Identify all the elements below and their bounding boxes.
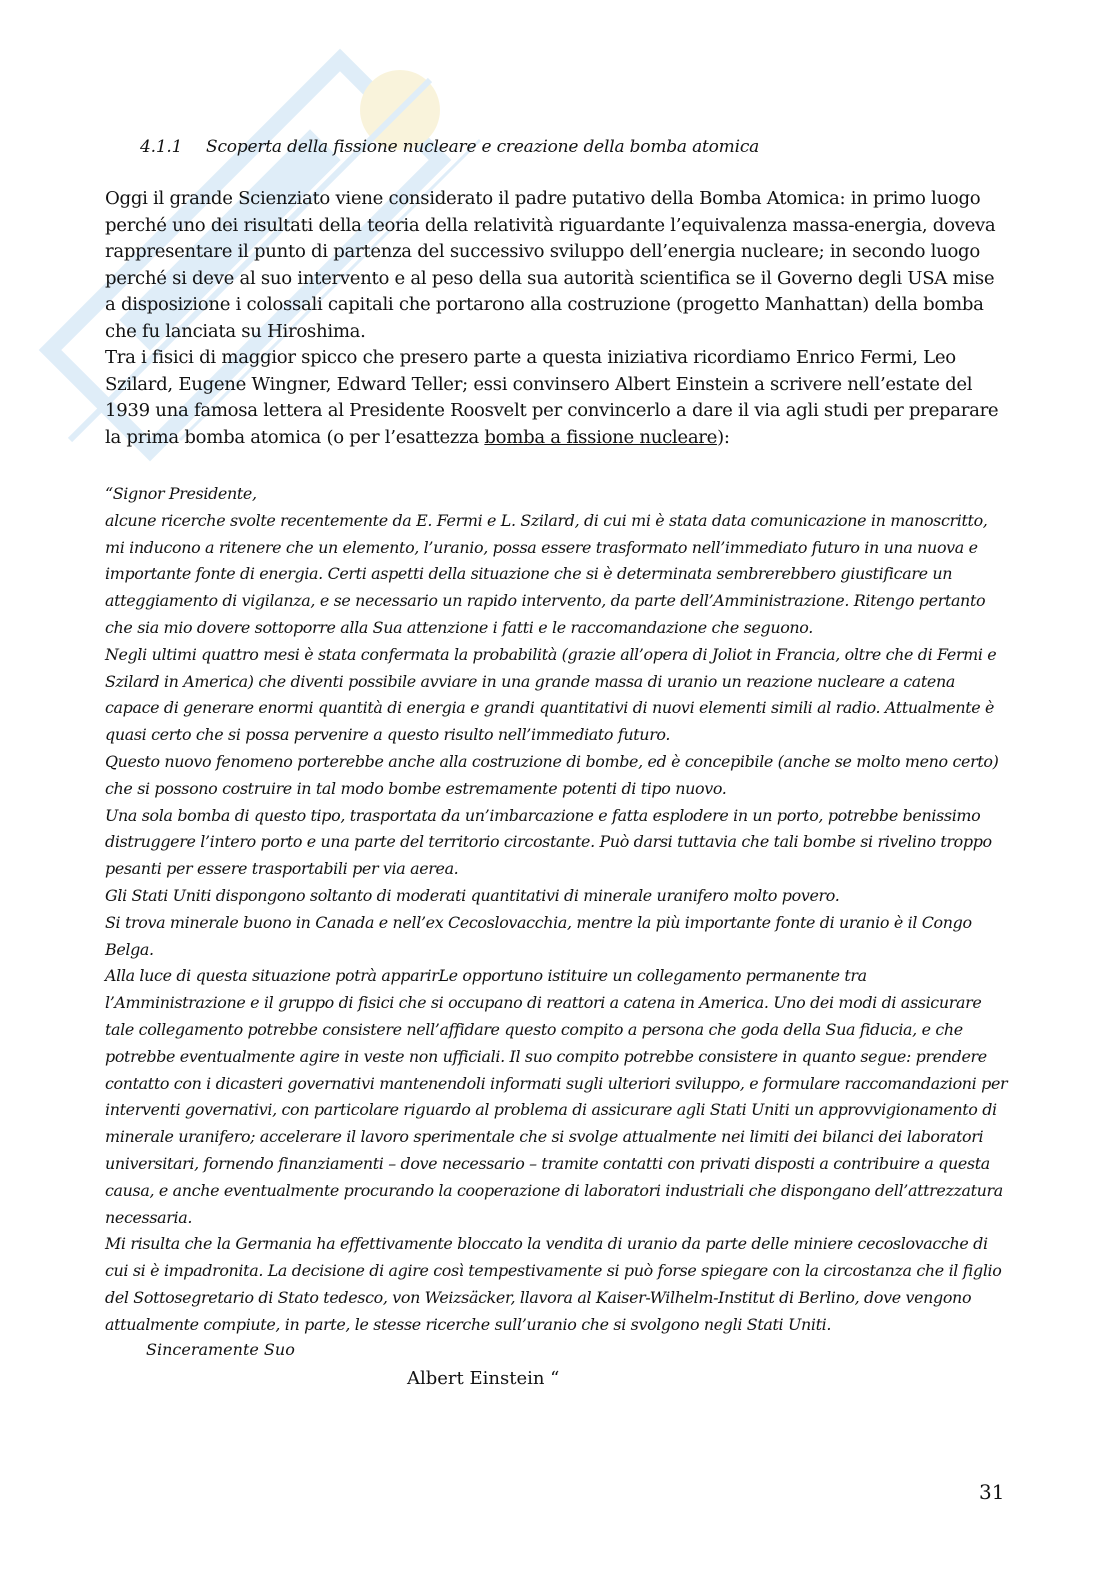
section-title: Scoperta della fissione nucleare e creazione della bomba atomica xyxy=(206,137,760,157)
intro-paragraph-2-end: ): xyxy=(717,426,730,448)
intro-paragraph-2-text: Tra i fisici di maggior spicco che presero parte a questa iniziativa ricordiamo Enrico Fermi, Leo Szilard, Eugene Wingner, Edward Teller; essi convinsero Albert Einstein a scrivere nell’estate del 1939 una famosa lettera al Presidente Roosvelt per convincerlo a dare il via agli studi per preparare la prima bomba atomica (o per l’esattezza xyxy=(105,347,999,448)
letter-paragraph: Una sola bomba di questo tipo, trasportata da un’imbarcazione e fatta esplodere in un porto, potrebbe benissimo distruggere l’intero porto e una parte del territorio circostante. Può darsi tuttavia che tali bombe si rivelino troppo pesanti per essere trasportabili per via aerea. xyxy=(105,805,992,879)
letter-paragraph: Si trova minerale buono in Canada e nell’ex Cecoslovacchia, mentre la più importante fonte di uranio è il Congo Belga. xyxy=(105,912,972,959)
letter-paragraph: Negli ultimi quattro mesi è stata confermata la probabilità (grazie all’opera di Joliot in Francia, oltre che di Fermi e Szilard in America) che diventi possibile avviare in una grande massa di uranio un reazione nucleare a catena capace di generare enormi quantità di energia e grandi quantitativi di nuovi elementi simili al radio. Attualmente è quasi certo che si possa pervenire a questo risulto nell’immediato futuro. xyxy=(105,644,997,745)
section-heading xyxy=(140,137,759,157)
letter-closing: Sinceramente Suo xyxy=(146,1340,295,1359)
letter-paragraph: Gli Stati Uniti dispongono soltanto di moderati quantitativi di minerale uranifero molto povero. xyxy=(105,885,840,905)
intro-text xyxy=(105,186,1003,451)
intro-paragraph-2 xyxy=(105,345,1003,451)
section-number: 4.1.1 xyxy=(140,137,183,157)
letter-paragraph: alcune ricerche svolte recentemente da E. Fermi e L. Szilard, di cui mi è stata data comunicazione in manoscritto, mi inducono a ritenere che un elemento, l’uranio, possa essere trasformato nell’immediato futuro in una nuova e importante fonte di energia. Certi aspetti della situazione che si è determinata sembrerebbero giustificare un atteggiamento di vigilanza, e se necessario un rapido intervento, da parte dell’Amministrazione. Ritengo pertanto che sia mio dovere sottoporre alla Sua attenzione i fatti e le raccomandazione che seguono. xyxy=(105,510,988,637)
intro-paragraph-1: Oggi il grande Scienziato viene considerato il padre putativo della Bomba Atomica: in primo luogo perché uno dei risultati della teoria della relatività riguardante l’equivalenza massa-energia, doveva rappresentare il punto di partenza del successivo sviluppo dell’energia nucleare; in secondo luogo perché si deve al suo intervento e al peso della sua autorità scientifica se il Governo degli USA mise a disposizione i colossali capitali che portarono alla costruzione (progetto Manhattan) della bomba che fu lanciata su Hiroshima. xyxy=(105,188,996,342)
letter-paragraph: Alla luce di questa situazione potrà apparirLe opportuno istituire un collegamento permanente tra l’Amministrazione e il gruppo di fisici che si occupano di reattori a catena in America. Uno dei modi di assicurare tale collegamento potrebbe consistere nell’affidare questo compito a persona che goda della Sua fiducia, e che potrebbe eventualmente agire in veste non ufficiali. Il suo compito potrebbe consistere in quanto segue: prendere contatto con i dicasteri governativi mantenendoli informati sugli ulteriori sviluppo, e formulare raccomandazioni per interventi governativi, con particolare riguardo al problema di assicurare agli Stati Uniti un approvvigionamento di minerale uranifero; accelerare il lavoro sperimentale che si svolge attualmente nei limiti dei bilanci dei laboratori universitari, fornendo finanziamenti – dove necessario – tramite contatti con privati disposti a contribuire a questa causa, e anche eventualmente procurando la cooperazione di laboratori industriali che dispongano dell’attrezzatura necessaria. xyxy=(105,966,1008,1227)
letter-paragraph: Mi risulta che la Germania ha effettivamente bloccato la vendita di uranio da parte delle miniere cecoslovacche di cui si è impadronita. La decisione di agire così tempestivamente si può forse spiegare con la circostanza che il figlio del Sottosegretario di Stato tedesco, von Weizsäcker, llavora al Kaiser-Wilhelm-Institut di Berlino, dove vengono attualmente compiute, in parte, le stesse ricerche sull’uranio che si svolgono negli Stati Uniti. xyxy=(105,1234,1002,1334)
page-number: 31 xyxy=(979,1480,1005,1504)
fission-bomb-link[interactable]: bomba a fissione nucleare xyxy=(484,426,718,448)
letter-signature: Albert Einstein “ xyxy=(407,1368,560,1389)
letter-paragraph: Questo nuovo fenomeno porterebbe anche alla costruzione di bombe, ed è concepibile (anche se molto meno certo) che si possono costruire in tal modo bombe estremamente potenti di tipo nuovo. xyxy=(105,751,999,798)
einstein-letter xyxy=(105,481,1010,1339)
letter-salutation: “Signor Presidente, xyxy=(105,484,257,503)
